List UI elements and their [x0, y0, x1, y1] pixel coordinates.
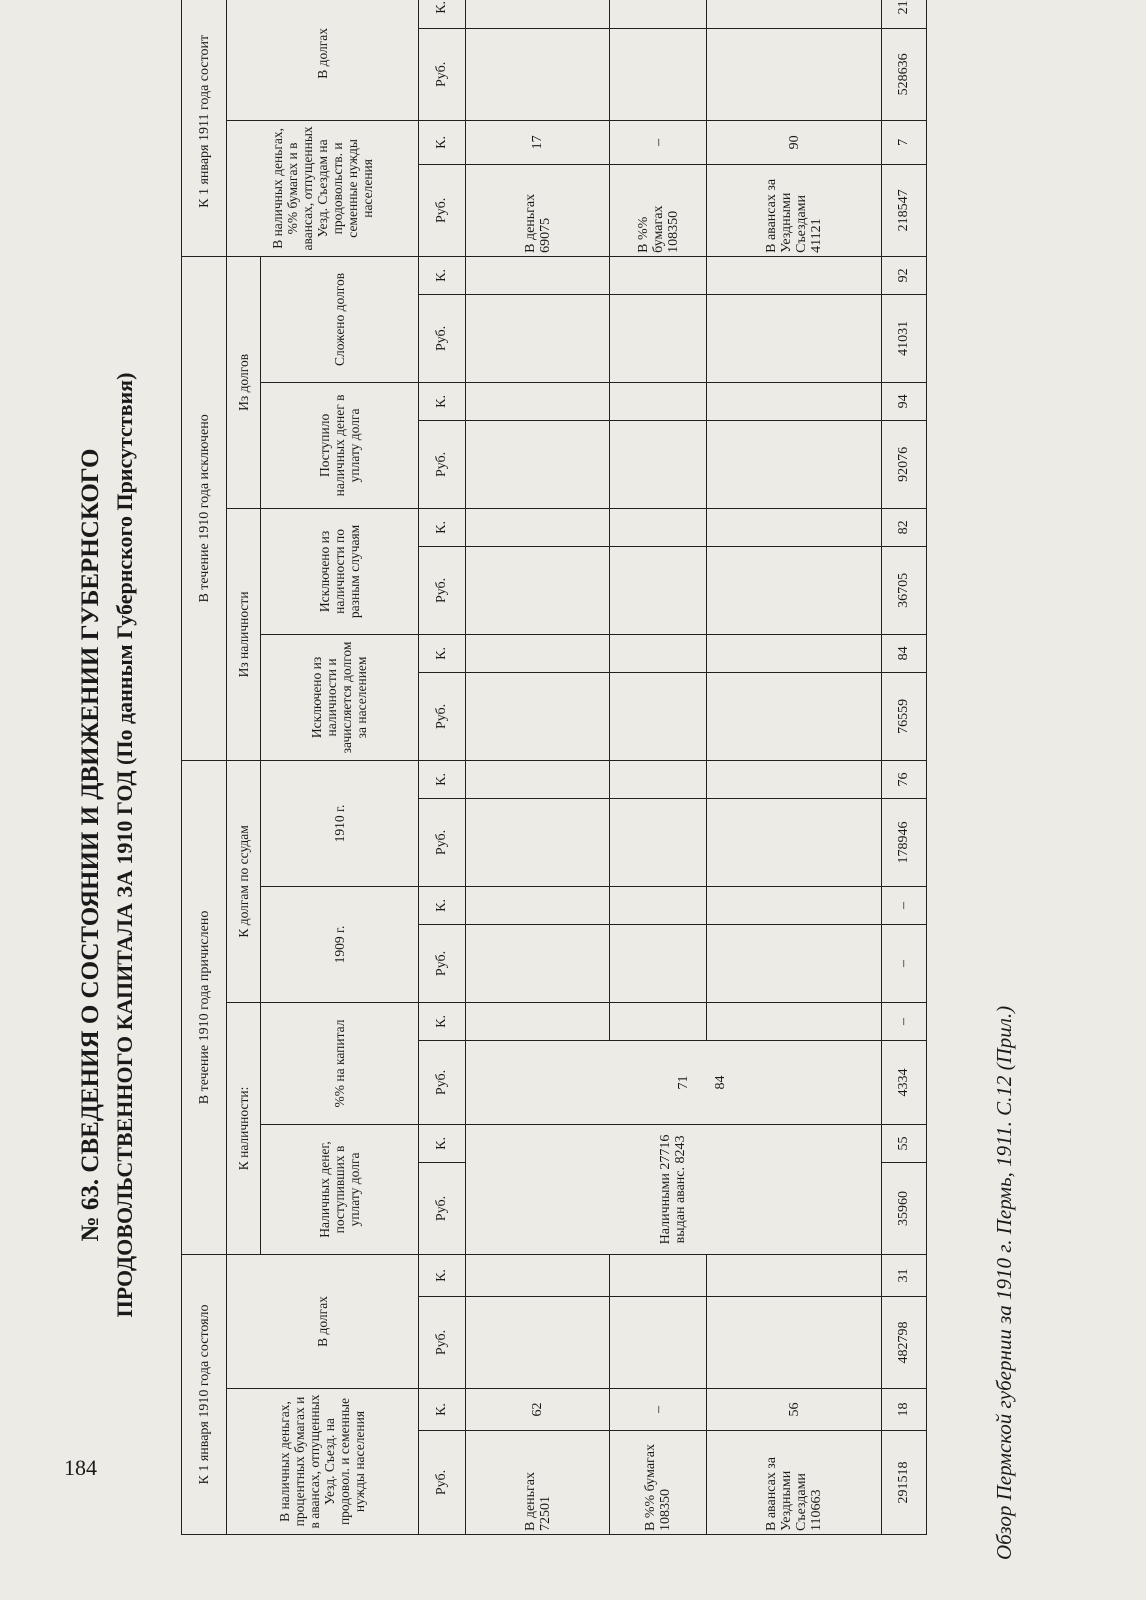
unit-kop: К. — [418, 886, 465, 924]
unit-rub: Руб. — [418, 546, 465, 634]
unit-rub: Руб. — [418, 672, 465, 760]
header-excluded: В течение 1910 года исключено — [182, 256, 227, 760]
unit-kop: К. — [418, 760, 465, 798]
total-excl-other-kop: 82 — [881, 508, 926, 546]
header-added-1910: 1910 г. — [260, 760, 418, 886]
header-start-debts: В долгах — [227, 1254, 419, 1388]
total-added-pct-kop: – — [881, 1002, 926, 1040]
total-start-cash-rub: 291518 — [881, 1431, 926, 1535]
total-excl-cash-kop: 94 — [881, 382, 926, 420]
unit-rub: Руб. — [418, 924, 465, 1002]
unit-rub: Руб. — [418, 164, 465, 256]
header-added-avail: К наличности: — [227, 1002, 261, 1254]
total-added-cash-rub: 35960 — [881, 1162, 926, 1254]
header-excl-avail-debt: Исключено из наличности и зачисляется долгом за населением — [260, 634, 418, 760]
unit-rub: Руб. — [418, 294, 465, 382]
unit-kop: К. — [418, 0, 465, 28]
capital-table — [181, 0, 927, 1535]
row2-end-cash-kop: – — [610, 120, 707, 164]
total-added-cash-kop: 55 — [881, 1124, 926, 1162]
unit-kop: К. — [418, 1002, 465, 1040]
header-excl-debts: Из долгов — [227, 256, 261, 508]
header-excl-avail: Из наличности — [227, 508, 261, 760]
unit-rub: Руб. — [418, 1297, 465, 1389]
document-title — [74, 305, 142, 1385]
unit-kop: К. — [418, 634, 465, 672]
source-caption: Обзор Пермской губернии за 1910 г. Пермь, 1911. С.12 (Прил.) — [992, 1005, 1016, 1560]
added-cash-note-2: выдан аванс. 8243 — [673, 1135, 689, 1244]
unit-kop: К. — [418, 382, 465, 420]
row1-start-cash-kop: 62 — [465, 1389, 609, 1431]
total-excl-forgiven-rub: 41031 — [881, 294, 926, 382]
total-end-cash-rub: 218547 — [881, 164, 926, 256]
total-start-debts-kop: 31 — [881, 1254, 926, 1296]
unit-rub: Руб. — [418, 28, 465, 120]
total-excl-other-rub: 36705 — [881, 546, 926, 634]
unit-kop: К. — [418, 1124, 465, 1162]
total-added-1909-rub: – — [881, 924, 926, 1002]
row2-end-cash: В %% бумагах 108350 — [610, 164, 707, 256]
header-added-pct: %% на капитал — [260, 1002, 418, 1124]
total-excl-cash-rub: 92076 — [881, 420, 926, 508]
total-end-debts-kop: 21 — [881, 0, 926, 28]
added-cash-note-2-kop: 84 — [712, 1075, 728, 1090]
header-start: К 1 января 1910 года состояло — [182, 1254, 227, 1534]
total-added-1910-kop: 76 — [881, 760, 926, 798]
added-cash-note-1: Наличными 27716 — [658, 1134, 674, 1245]
unit-rub: Руб. — [418, 420, 465, 508]
header-added-1909: 1909 г. — [260, 886, 418, 1002]
total-start-cash-kop: 18 — [881, 1389, 926, 1431]
total-excl-forgiven-kop: 92 — [881, 256, 926, 294]
header-added-loans: К долгам по ссудам — [227, 760, 261, 1002]
added-cash-notes-kop — [465, 1040, 881, 1124]
unit-kop: К. — [418, 120, 465, 164]
total-end-cash-kop: 7 — [881, 120, 926, 164]
row3-end-cash-kop: 90 — [707, 120, 882, 164]
added-cash-notes — [465, 1124, 881, 1254]
header-excl-avail-other: Исключено из наличности по разным случаям — [260, 508, 418, 634]
added-cash-note-1-kop: 71 — [675, 1075, 691, 1090]
row1-end-cash: В деньгах 69075 — [465, 164, 609, 256]
header-start-cash: В наличных деньгах, процентных бумагах и в авансах, отпущенных Уезд. Съезд. на продовол. и семенные нужды населения — [227, 1389, 419, 1535]
total-start-debts-rub: 482798 — [881, 1297, 926, 1389]
title-line-1: № 63. СВЕДЕНИЯ О СОСТОЯНИИ И ДВИЖЕНИИ ГУБЕРНСКОГО — [77, 448, 104, 1242]
unit-kop: К. — [418, 1254, 465, 1296]
row1-end-cash-kop: 17 — [465, 120, 609, 164]
row3-start-cash-kop: 56 — [707, 1389, 882, 1431]
row3-start-cash: В авансах за Уездными Съездами 110663 — [707, 1431, 882, 1535]
row2-start-cash-kop: – — [610, 1389, 707, 1431]
total-added-1909-kop: – — [881, 886, 926, 924]
header-end-cash: В наличных деньгах, %% бумагах и в авансах, отпущенных Уезд. Съездам на продовольств. и семенные нужды населения — [227, 120, 419, 256]
header-excl-cash-debt: Поступило наличных денег в уплату долга — [260, 382, 418, 508]
total-excl-debt-kop: 84 — [881, 634, 926, 672]
row2-start-cash: В %% бумагах 108350 — [610, 1431, 707, 1535]
unit-kop: К. — [418, 256, 465, 294]
total-added-pct-rub: 4334 — [881, 1040, 926, 1124]
header-added: В течение 1910 года причислено — [182, 760, 227, 1254]
header-end-debts: В долгах — [227, 0, 419, 120]
unit-kop: К. — [418, 1389, 465, 1431]
page-number: 184 — [64, 1455, 97, 1480]
unit-rub: Руб. — [418, 1162, 465, 1254]
total-end-debts-rub: 528636 — [881, 28, 926, 120]
row1-start-cash: В деньгах 72501 — [465, 1431, 609, 1535]
total-excl-debt-rub: 76559 — [881, 672, 926, 760]
unit-kop: К. — [418, 508, 465, 546]
unit-rub: Руб. — [418, 1040, 465, 1124]
unit-rub: Руб. — [418, 1431, 465, 1535]
total-added-1910-rub: 178946 — [881, 798, 926, 886]
header-added-cash: Наличных денег, поступивших в уплату долга — [260, 1124, 418, 1254]
row3-end-cash: В авансах за Уездными Съездами 41121 — [707, 164, 882, 256]
unit-rub: Руб. — [418, 798, 465, 886]
header-end: К 1 января 1911 года состоит — [182, 0, 227, 256]
header-excl-forgiven: Сложено долгов — [260, 256, 418, 382]
title-line-2: ПРОДОВОЛЬСТВЕННОГО КАПИТАЛА ЗА 1910 ГОД (По данным Губернского Присутствия) — [112, 372, 137, 1318]
